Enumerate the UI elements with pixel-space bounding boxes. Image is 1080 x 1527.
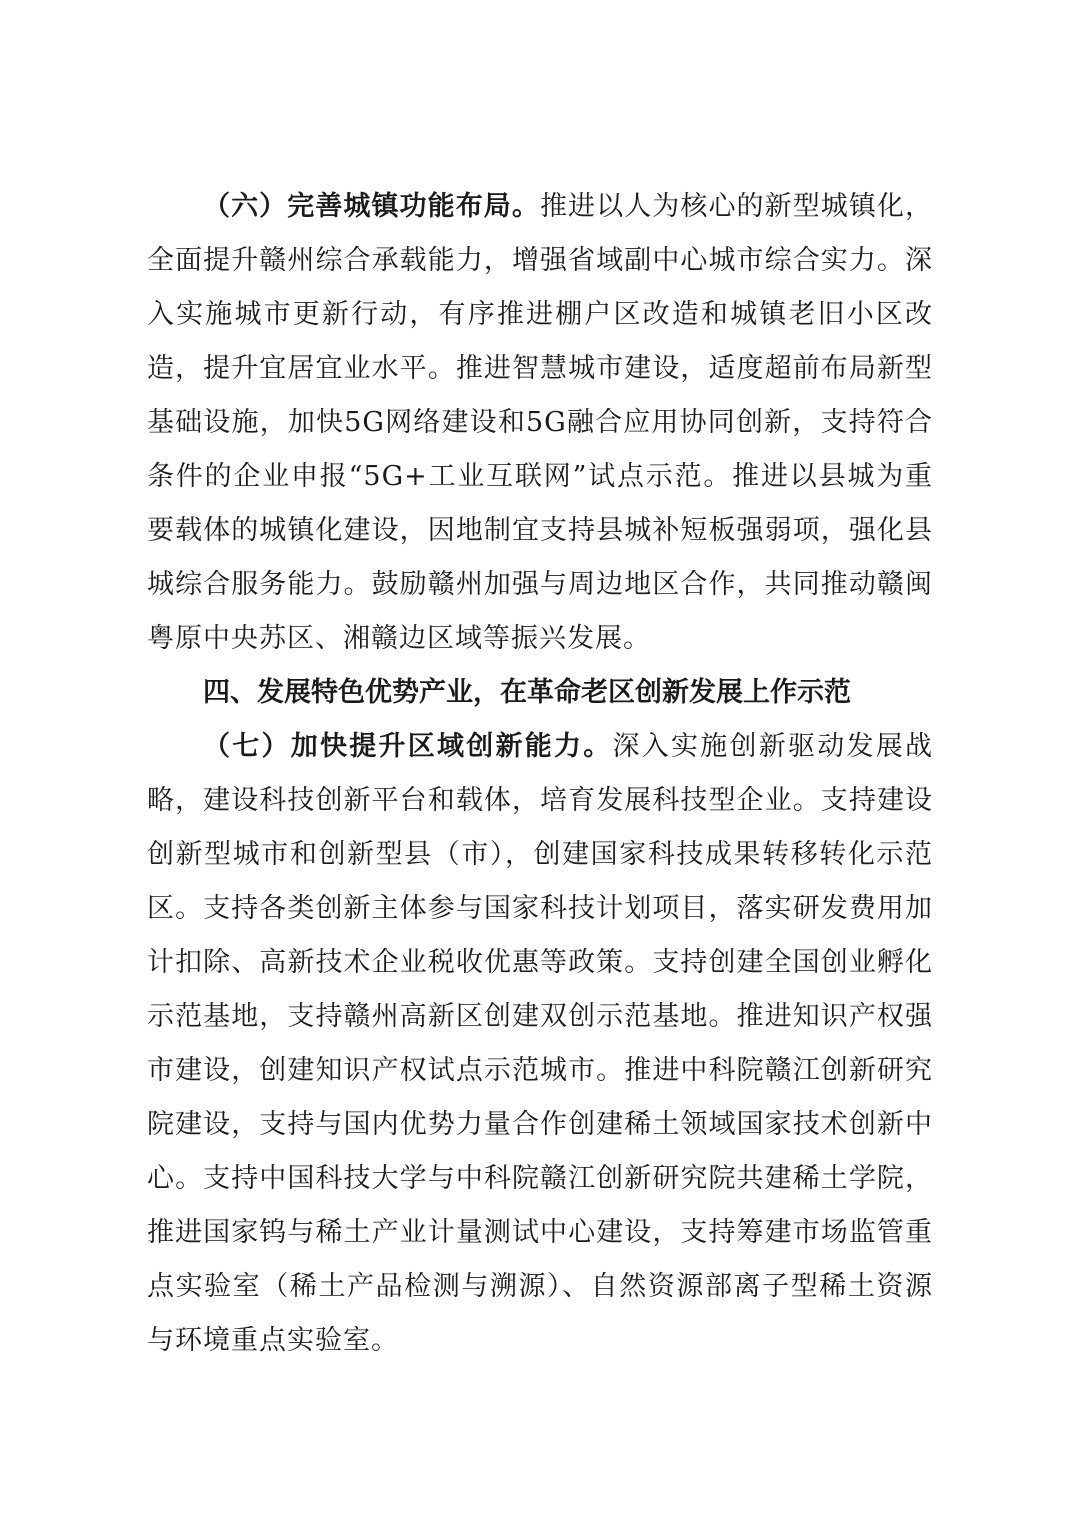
document-body <box>147 180 933 1368</box>
paragraph-section-7 <box>147 720 933 1368</box>
paragraph-lead-7: （七）加快提升区域创新能力。 <box>203 731 613 762</box>
paragraph-body-6: 推进以人为核心的新型城镇化，全面提升赣州综合承载能力，增强省域副中心城市综合实力。深入实施城市更新行动，有序推进棚户区改造和城镇老旧小区改造，提升宜居宜业水平。推进智慧城市建设，适度超前布局新型基础设施，加快5G网络建设和5G融合应用协同创新，支持符合条件的企业申报“5G+工业互联网”试点示范。推进以县城为重要载体的城镇化建设，因地制宜支持县城补短板强弱项，强化县城综合服务能力。鼓励赣州加强与周边地区合作，共同推动赣闽粤原中央苏区、湘赣边区域等振兴发展。 <box>147 191 934 654</box>
paragraph-body-7: 深入实施创新驱动发展战略，建设科技创新平台和载体，培育发展科技型企业。支持建设创新型城市和创新型县（市），创建国家科技成果转移转化示范区。支持各类创新主体参与国家科技计划项目，落实研发费用加计扣除、高新技术企业税收优惠等政策。支持创建全国创业孵化示范基地，支持赣州高新区创建双创示范基地。推进知识产权强市建设，创建知识产权试点示范城市。推进中科院赣江创新研究院建设，支持与国内优势力量合作创建稀土领域国家技术创新中心。支持中国科技大学与中科院赣江创新研究院共建稀土学院，推进国家钨与稀土产业计量测试中心建设，支持筹建市场监管重点实验室（稀土产品检测与溯源）、自然资源部离子型稀土资源与环境重点实验室。 <box>147 731 933 1356</box>
section-heading-4: 四、发展特色优势产业，在革命老区创新发展上作示范 <box>203 677 851 708</box>
paragraph-section-6 <box>147 180 933 666</box>
paragraph-lead-6: （六）完善城镇功能布局。 <box>203 191 540 222</box>
